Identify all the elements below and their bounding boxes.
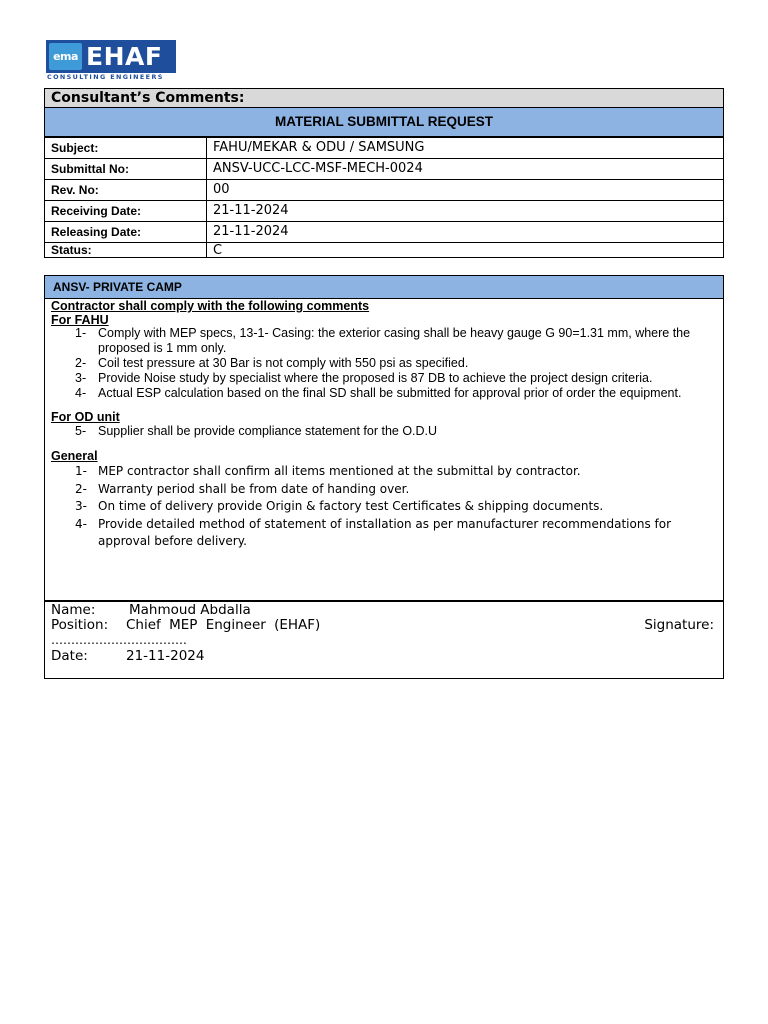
submittal-no-label: Submittal No:: [45, 159, 207, 180]
item-text: Coil test pressure at 30 Bar is not comply with 550 psi as specified.: [98, 356, 469, 370]
signature-box: [44, 601, 724, 679]
item-number: 2-: [75, 481, 87, 496]
od-unit-section-title: For OD unit: [51, 410, 120, 424]
subject-value: FAHU/MEKAR & ODU / SAMSUNG: [207, 138, 724, 159]
logo-banner: [46, 40, 176, 73]
list-item: [69, 371, 713, 386]
rev-no-label: Rev. No:: [45, 180, 207, 201]
list-item: [69, 356, 713, 371]
list-item: [69, 386, 713, 401]
list-item: [69, 516, 713, 551]
list-item: [69, 481, 713, 499]
releasing-date-value: 21-11-2024: [207, 222, 724, 243]
receiving-date-row: [45, 201, 724, 222]
status-value: C: [207, 243, 724, 258]
item-number: 2-: [75, 356, 87, 370]
rev-no-row: [45, 180, 724, 201]
od-unit-list: [69, 424, 713, 439]
position-line: [51, 617, 714, 633]
date-value: 21-11-2024: [126, 648, 205, 664]
position-value: Chief MEP Engineer (EHAF): [126, 617, 321, 633]
item-number: 1-: [75, 464, 87, 478]
fahu-section-title: For FAHU: [51, 313, 109, 327]
ehaf-logo: [46, 40, 176, 82]
position-label: Position:: [51, 617, 109, 633]
list-item: [69, 498, 713, 516]
status-label: Status:: [45, 243, 207, 258]
item-number: 3-: [75, 499, 87, 513]
submittal-no-value: ANSV-UCC-LCC-MSF-MECH-0024: [207, 159, 724, 180]
releasing-date-row: [45, 222, 724, 243]
item-text: Actual ESP calculation based on the final SD shall be submitted for approval prior of order the equipment.: [98, 386, 682, 400]
name-line: [51, 602, 714, 618]
comments-box: [44, 299, 724, 601]
item-text: Provide detailed method of statement of installation as per manufacturer recommendations for approval before delivery.: [98, 516, 672, 548]
date-line: [51, 648, 714, 664]
releasing-date-label: Releasing Date:: [45, 222, 207, 243]
receiving-date-label: Receiving Date:: [45, 201, 207, 222]
list-item: [69, 424, 713, 439]
consultant-comments-header: Consultant’s Comments:: [44, 88, 724, 108]
status-row: [45, 243, 724, 258]
ema-logo-icon: ema: [49, 43, 82, 70]
general-list: [69, 463, 713, 551]
subject-label: Subject:: [45, 138, 207, 159]
item-number: 4-: [75, 516, 87, 531]
item-text: Supplier shall be provide compliance statement for the O.D.U: [98, 424, 438, 438]
comments-intro: Contractor shall comply with the following comments: [51, 299, 370, 313]
item-text: Warranty period shall be from date of handing over.: [98, 481, 410, 496]
list-item: [69, 463, 713, 481]
item-text: Comply with MEP specs, 13-1- Casing: the exterior casing shall be heavy gauge G 90=1.31 mm, where the proposed is 1 mm only.: [98, 326, 691, 355]
signature-label: Signature:: [644, 617, 714, 633]
logo-tagline: CONSULTING ENGINEERS: [47, 73, 164, 81]
item-text: On time of delivery provide Origin & factory test Certificates & shipping documents.: [98, 499, 604, 513]
item-text: Provide Noise study by specialist where the proposed is 87 DB to achieve the project design criteria.: [98, 371, 653, 385]
list-item: [69, 326, 713, 356]
logo-name: EHAF: [86, 42, 163, 71]
submittal-info-table: [44, 137, 724, 258]
name-value: Mahmoud Abdalla: [129, 602, 251, 618]
fahu-list: [69, 326, 713, 401]
form-title: MATERIAL SUBMITTAL REQUEST: [44, 108, 724, 137]
item-number: 5-: [75, 424, 87, 438]
item-number: 3-: [75, 371, 87, 385]
date-label: Date:: [51, 648, 88, 664]
project-header: ANSV- PRIVATE CAMP: [44, 275, 724, 299]
signature-dots: …………………………….: [51, 633, 187, 647]
receiving-date-value: 21-11-2024: [207, 201, 724, 222]
item-number: 1-: [75, 326, 87, 340]
name-label: Name:: [51, 602, 96, 618]
subject-row: [45, 138, 724, 159]
submittal-no-row: [45, 159, 724, 180]
rev-no-value: 00: [207, 180, 724, 201]
item-number: 4-: [75, 386, 87, 400]
general-section-title: General: [51, 449, 98, 463]
item-text: MEP contractor shall confirm all items mentioned at the submittal by contractor.: [98, 464, 581, 478]
